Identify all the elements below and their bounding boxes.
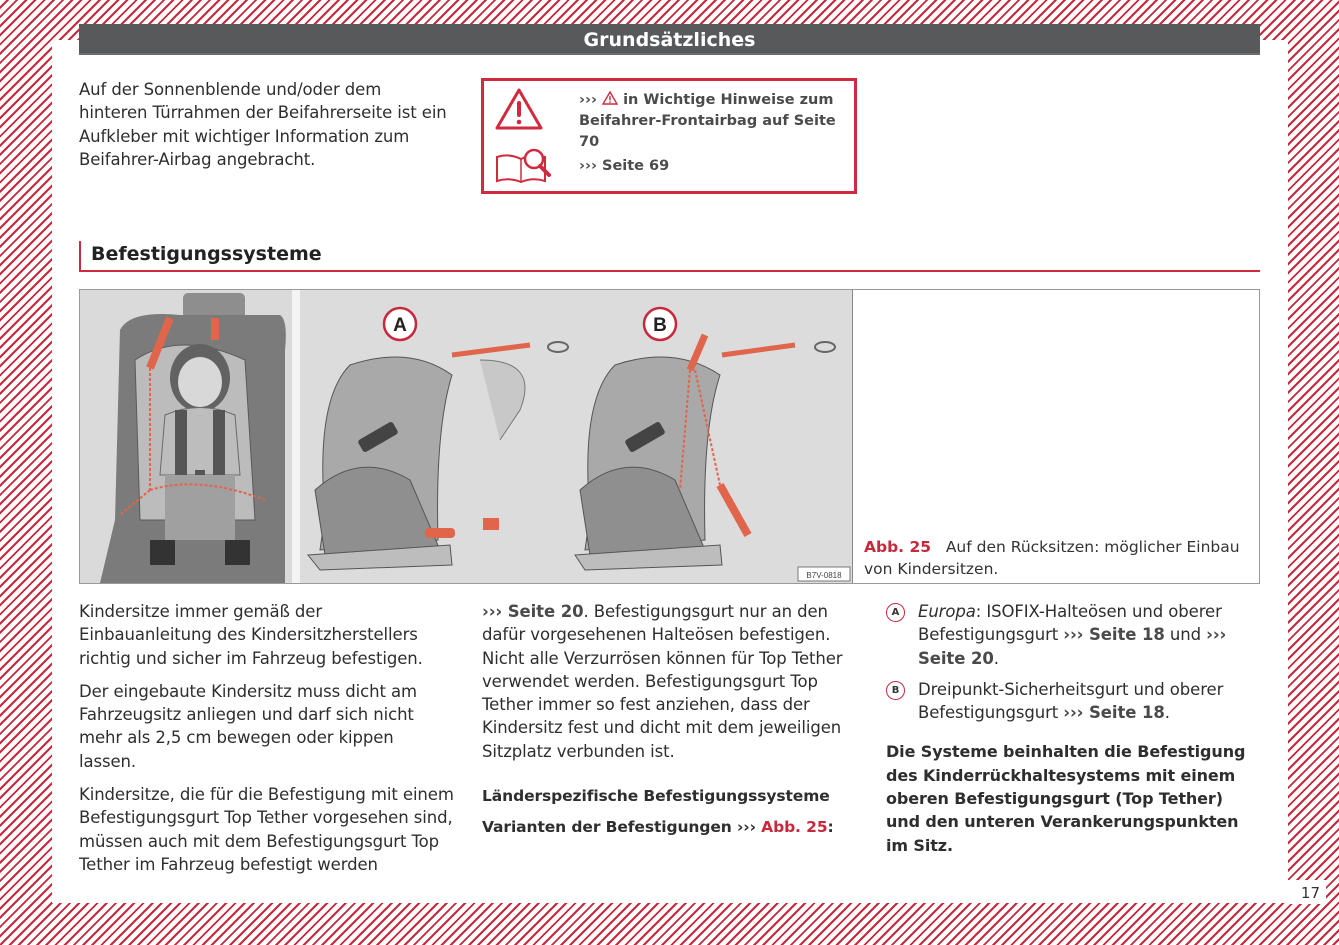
warning-triangle-icon bbox=[494, 87, 544, 131]
book-reference-text: Seite 69 bbox=[602, 158, 670, 174]
figure-caption bbox=[864, 536, 1254, 580]
warning-reference-text: in Wichtige Hinweise zum Beifahrer-Frontairbag auf Seite 70 bbox=[579, 92, 836, 150]
figure-25 bbox=[79, 289, 1260, 584]
bold-note: Die Systeme beinhalten die Befestigung des Kinderrückhaltesystems mit einem oberen Befestigungsgurt (Top Tether) und den unteren Verankerungspunkten im Sitz. bbox=[886, 742, 1246, 855]
chevrons: ››› bbox=[579, 92, 597, 108]
chapter-header: Grundsätzliches bbox=[79, 24, 1260, 55]
item-end: . bbox=[993, 648, 999, 668]
caption-text: Auf den Rücksitzen: möglicher Einbau von Kindersitzen. bbox=[864, 538, 1240, 578]
illustration-graphic bbox=[80, 290, 852, 583]
item-text: Dreipunkt-Sicherheitsgurt und oberer Befestigungsgurt bbox=[918, 679, 1224, 723]
warning-reference-box bbox=[481, 78, 857, 194]
book-reference[interactable] bbox=[579, 156, 669, 177]
column-3 bbox=[886, 600, 1258, 867]
page-number: 17 bbox=[1288, 880, 1326, 904]
figure-code: B7V-0818 bbox=[806, 571, 842, 580]
paragraph: Der eingebaute Kindersitz muss dicht am Fahrzeugsitz anliegen und darf sich nicht mehr als 2,5 cm bewegen oder kippen lassen. bbox=[79, 681, 417, 771]
item-text: und bbox=[1164, 625, 1207, 645]
section-heading bbox=[79, 241, 1260, 272]
page-reference-link[interactable]: ››› Seite 18 bbox=[1063, 703, 1165, 723]
page-reference-link[interactable]: ››› Seite 18 bbox=[1063, 625, 1165, 645]
page-reference-link[interactable]: ››› Seite 20 bbox=[482, 602, 584, 621]
page-reference-link[interactable]: ››› Seite 20 bbox=[918, 625, 1227, 668]
variants-line bbox=[482, 816, 852, 839]
label-a: A bbox=[393, 315, 407, 336]
chevrons: ››› bbox=[737, 818, 756, 837]
column-2 bbox=[482, 600, 852, 850]
paragraph: Kindersitze, die für die Befestigung mit einem Befestigungsgurt Top Tether vorgesehen sind, müssen auch mit dem Befestigungsgurt Top Tether im Fahrzeug befestigt werden bbox=[79, 785, 454, 874]
marker-b-icon: B bbox=[886, 681, 905, 700]
item-text: : ISOFIX-Halteösen und oberer Befestigungsgurt bbox=[918, 602, 1222, 645]
small-warning-icon bbox=[602, 91, 618, 105]
marker-a-icon: A bbox=[886, 603, 905, 622]
item-end: . bbox=[1164, 703, 1170, 723]
subheading: Länderspezifische Befestigungssysteme bbox=[482, 787, 830, 806]
section-title: Befestigungssysteme bbox=[91, 243, 322, 265]
colon: : bbox=[827, 818, 834, 837]
paragraph-text: . Befestigungsgurt nur an den dafür vorgesehenen Halteösen befestigen. Nicht alle Verzurrösen können für Top Tether verwendet werden. Befestigungsgurt Top Tether immer so fest anziehen, dass der Kindersitz fest und dicht mit dem jeweiligen Sitzplatz verbunden ist. bbox=[482, 602, 843, 761]
child-seat-illustration bbox=[80, 290, 853, 583]
variants-label: Varianten der Befestigungen bbox=[482, 818, 732, 837]
chevrons: ››› bbox=[579, 158, 597, 174]
warning-reference[interactable] bbox=[579, 90, 854, 153]
caption-label: Abb. 25 bbox=[864, 538, 932, 556]
paragraph: Kindersitze immer gemäß der Einbauanleitung des Kindersitzherstellers richtig und sicher im Fahrzeug befestigen. bbox=[79, 602, 423, 668]
item-lead: Europa bbox=[918, 602, 976, 621]
book-magnifier-icon bbox=[494, 147, 556, 185]
list-item bbox=[886, 600, 1258, 670]
intro-text: Auf der Sonnenblende und/oder dem hinteren Türrahmen der Beifahrerseite ist ein Aufkleber mit wichtiger Information zum Beifahrer-Airbag angebracht. bbox=[79, 80, 447, 169]
label-b: B bbox=[653, 315, 667, 336]
list-item bbox=[886, 678, 1258, 725]
column-1 bbox=[79, 600, 454, 886]
figure-reference-link[interactable]: Abb. 25 bbox=[761, 818, 828, 837]
